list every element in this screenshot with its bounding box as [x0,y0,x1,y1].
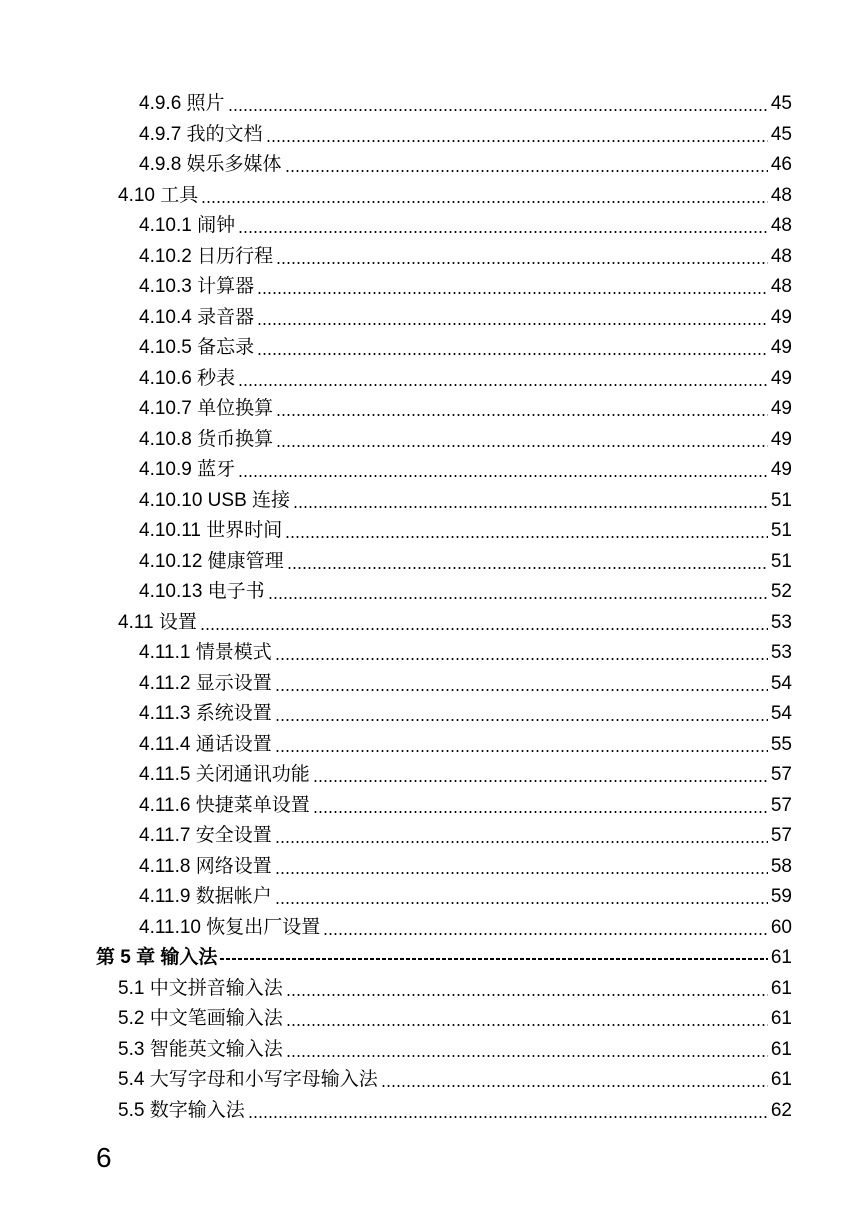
toc-entry-page-number: 49 [770,337,792,358]
toc-entry-title: 4.11.4 通话设置 [139,733,272,755]
toc-entry[interactable] [0,303,868,334]
toc-entry-title: 4.10.6 秒表 [139,367,236,389]
toc-entry-page-number: 46 [770,154,792,175]
toc-leader-dots [286,1055,768,1057]
toc-entry-page-number: 52 [770,581,792,602]
toc-entry-title: 4.10.2 日历行程 [139,245,274,267]
toc-leader-dots [286,994,768,996]
toc-leader-dots [266,140,768,142]
toc-leader-dots [275,750,768,752]
toc-entry-title: 4.11.10 恢复出厂设置 [139,916,321,938]
toc-entry-page-number: 61 [770,1038,792,1060]
toc-leader-dots [276,445,768,447]
toc-entry-page-number: 61 [770,947,792,968]
toc-leader-dots [275,658,768,660]
toc-leader-dots [275,902,768,904]
toc-entry[interactable] [0,1035,868,1066]
toc-entry-title: 第 5 章 输入法 [96,947,218,968]
toc-leader-dots [257,292,768,294]
toc-entry[interactable] [0,730,868,761]
toc-entry-page-number: 48 [770,184,792,206]
toc-entry-page-number: 45 [770,93,792,114]
toc-leader-dots [285,536,768,538]
toc-entry-page-number: 57 [770,764,792,785]
toc-entry[interactable] [0,394,868,425]
toc-leader-dots [275,872,768,874]
toc-entry-page-number: 54 [770,672,792,694]
toc-leader-dots [257,353,768,355]
toc-entry-title: 4.11.2 显示设置 [139,672,272,694]
toc-leader-dots [201,201,768,203]
toc-leader-dots [238,231,768,233]
toc-entry-page-number: 62 [770,1099,792,1121]
toc-entry-page-number: 49 [770,306,792,328]
toc-entry[interactable] [0,699,868,730]
toc-entry[interactable] [0,821,868,852]
toc-entry[interactable] [0,1096,868,1127]
toc-entry[interactable] [0,608,868,639]
toc-leader-dots [238,475,768,477]
toc-leader-dots [248,1116,768,1118]
table-of-contents [0,89,868,1126]
footer-page-number: 6 [96,1142,112,1173]
toc-entry-title: 4.9.8 娱乐多媒体 [139,154,282,175]
toc-entry-title: 4.10.7 单位换算 [139,398,274,419]
toc-entry[interactable] [0,516,868,547]
toc-leader-dots [276,414,768,416]
toc-entry[interactable] [0,455,868,486]
toc-leader-dots [313,780,768,782]
toc-entry[interactable] [0,181,868,212]
toc-entry-page-number: 49 [770,428,792,450]
toc-entry-title: 4.11.8 网络设置 [139,855,272,877]
toc-entry-page-number: 55 [770,733,792,755]
toc-entry-title: 5.2 中文笔画输入法 [118,1008,283,1029]
toc-entry-page-number: 61 [770,1069,792,1090]
toc-leader-dots [275,719,768,721]
toc-entry-title: 4.10.8 货币换算 [139,428,274,450]
toc-entry-page-number: 48 [770,245,792,267]
toc-entry-title: 5.4 大写字母和小写字母输入法 [118,1069,378,1090]
toc-leader-dots [238,384,768,386]
toc-entry-page-number: 61 [770,977,792,999]
toc-leader-dots [228,109,768,111]
toc-entry[interactable] [0,272,868,303]
toc-leader-dots [275,841,768,843]
toc-entry-page-number: 60 [770,916,792,938]
toc-entry-page-number: 53 [770,642,792,663]
toc-entry[interactable] [0,120,868,151]
toc-entry-title: 4.11.6 快捷菜单设置 [139,794,310,816]
toc-entry[interactable] [0,913,868,944]
toc-entry[interactable] [0,547,868,578]
toc-entry-title: 4.10.1 闹钟 [139,215,236,236]
toc-leader-dots [313,811,768,813]
toc-leader-dots [286,1024,768,1026]
toc-leader-dots [200,628,768,630]
toc-entry[interactable] [0,1004,868,1035]
toc-entry[interactable] [0,974,868,1005]
toc-entry-title: 4.10 工具 [118,184,199,206]
toc-entry[interactable] [0,577,868,608]
toc-entry-title: 4.11.9 数据帐户 [139,886,272,907]
toc-entry-page-number: 54 [770,703,792,724]
toc-entry[interactable] [0,638,868,669]
toc-entry-title: 4.11.5 关闭通讯功能 [139,764,310,785]
toc-entry-page-number: 49 [770,398,792,419]
toc-entry-title: 4.10.10 USB 连接 [139,489,291,511]
toc-entry-title: 4.10.11 世界时间 [139,520,283,541]
toc-entry-page-number: 49 [770,459,792,480]
toc-entry-title: 4.11.3 系统设置 [139,703,272,724]
toc-entry-page-number: 57 [770,825,792,846]
toc-entry[interactable] [0,791,868,822]
toc-entry[interactable] [0,242,868,273]
toc-entry-page-number: 61 [770,1008,792,1029]
toc-entry-page-number: 51 [770,520,792,541]
toc-entry[interactable] [0,486,868,517]
toc-entry-title: 4.10.3 计算器 [139,276,255,297]
toc-entry-title: 4.9.7 我的文档 [139,123,263,145]
toc-entry-page-number: 59 [770,886,792,907]
toc-entry-page-number: 49 [770,367,792,389]
toc-entry[interactable] [0,425,868,456]
toc-leader-dots [276,262,768,264]
toc-leader-dots [285,170,768,172]
toc-entry[interactable] [0,1065,868,1096]
toc-entry[interactable] [0,882,868,913]
toc-leader-dots [275,689,768,691]
toc-entry-title: 5.1 中文拼音输入法 [118,977,283,999]
toc-leader-dots [257,323,768,325]
toc-entry[interactable] [0,89,868,120]
toc-entry-title: 4.10.5 备忘录 [139,337,255,358]
toc-entry[interactable] [0,364,868,395]
toc-entry[interactable] [0,760,868,791]
toc-entry-page-number: 51 [770,550,792,572]
toc-entry[interactable] [0,211,868,242]
toc-entry-title: 4.11 设置 [118,611,197,633]
toc-leader-dots [220,958,767,960]
toc-leader-dots [381,1085,768,1087]
toc-entry[interactable] [0,669,868,700]
toc-leader-dots [287,567,768,569]
toc-entry-page-number: 58 [770,855,792,877]
toc-entry-page-number: 48 [770,215,792,236]
toc-leader-dots [293,506,768,508]
toc-entry-title: 4.10.12 健康管理 [139,550,284,572]
toc-entry-page-number: 51 [770,489,792,511]
toc-entry-page-number: 48 [770,276,792,297]
toc-entry[interactable] [0,943,868,974]
toc-entry-title: 5.5 数字输入法 [118,1099,245,1121]
toc-entry-page-number: 45 [770,123,792,145]
toc-entry[interactable] [0,852,868,883]
toc-entry-title: 4.10.9 蓝牙 [139,459,236,480]
toc-entry-page-number: 53 [770,611,792,633]
toc-entry-title: 4.10.13 电子书 [139,581,265,602]
toc-entry-title: 5.3 智能英文输入法 [118,1038,283,1060]
toc-entry[interactable] [0,333,868,364]
toc-entry[interactable] [0,150,868,181]
toc-leader-dots [268,597,768,599]
toc-entry-title: 4.11.7 安全设置 [139,825,272,846]
toc-entry-title: 4.10.4 录音器 [139,306,255,328]
toc-entry-title: 4.9.6 照片 [139,93,225,114]
toc-entry-title: 4.11.1 情景模式 [139,642,272,663]
toc-leader-dots [323,933,768,935]
toc-entry-page-number: 57 [770,794,792,816]
